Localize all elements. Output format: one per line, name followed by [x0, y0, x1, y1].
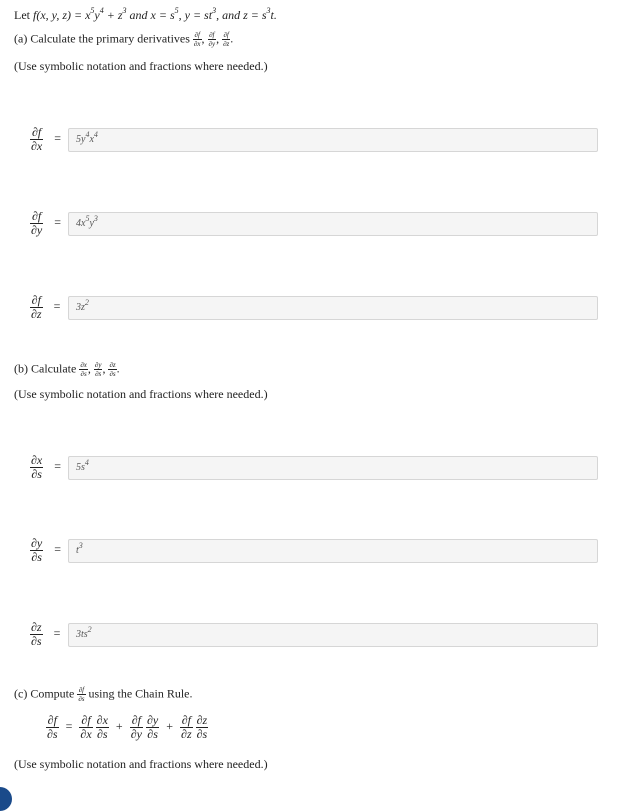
part-b-note: (Use symbolic notation and fractions where needed.) — [14, 387, 268, 401]
part-b-heading: (b) Calculate $\frac{\partial x}{\partial s}$ , $\frac{\partial y}{\partial s}$ , $\frac{\partial z}{\partial s}$ . — [14, 361, 120, 378]
dx-ds-answer-field[interactable] — [68, 456, 598, 480]
part-a-note: (Use symbolic notation and fractions where needed.) — [14, 59, 268, 73]
df-dy-answer-value: $4x^5y^3$ — [76, 214, 98, 229]
dx-ds-label: $\frac{\partial x}{\partial s}$ = — [31, 453, 62, 481]
dy-ds-label: $\frac{\partial y}{\partial s}$ = — [31, 536, 62, 564]
df-dx-answer-value: $5y^4x^4$ — [76, 130, 98, 145]
df-dy-label: $\frac{\partial f}{\partial y}$ = — [31, 209, 62, 237]
dz-ds-answer-field[interactable] — [68, 623, 598, 647]
df-dx-label: $\frac{\partial f}{\partial x}$ = — [31, 125, 62, 153]
help-launcher-button[interactable] — [0, 787, 12, 811]
df-dx-answer-field[interactable] — [68, 128, 598, 152]
df-dz-label: $\frac{\partial f}{\partial z}$ = — [31, 293, 61, 321]
dy-ds-answer-field[interactable] — [68, 539, 598, 563]
df-dy-answer-field[interactable] — [68, 212, 598, 236]
dz-ds-label: $\frac{\partial z}{\partial s}$ = — [31, 620, 61, 648]
problem-statement: Let f(x, y, $z) = x^5y^4 + z^3$ and $x = s^5$, $y = st^3$, and $z = s^3t$. — [14, 6, 277, 22]
df-dz-answer-field[interactable] — [68, 296, 598, 320]
part-a-heading: (a) Calculate the primary derivatives $\frac{\partial f}{\partial x}$ , $\frac{\partial f}{\partial y}$ , $\frac{\partial f}{\partial z}$ . — [14, 31, 234, 48]
dy-ds-answer-value: $t^3$ — [76, 541, 83, 556]
df-dz-answer-value: $3z^2$ — [76, 298, 89, 313]
dx-ds-answer-value: $5s^4$ — [76, 458, 89, 473]
part-c-heading: (c) Compute $\frac{\partial f}{\partial s}$ using the Chain Rule. — [14, 686, 193, 703]
dz-ds-answer-value: $3ts^2$ — [76, 625, 92, 640]
part-c-note: (Use symbolic notation and fractions where needed.) — [14, 757, 268, 771]
chain-rule-formula: $\frac{\partial f}{\partial s}$ = $\frac{\partial f}{\partial x}$ $\frac{\partial x}{\partial s}$ + $\frac{\partial f}{\partial y}$ $\frac{\partial y}{\partial s}$ + $\frac{\partial f}{\partial z}$ $\frac{\partial z}{\partial s}$ — [47, 713, 208, 741]
